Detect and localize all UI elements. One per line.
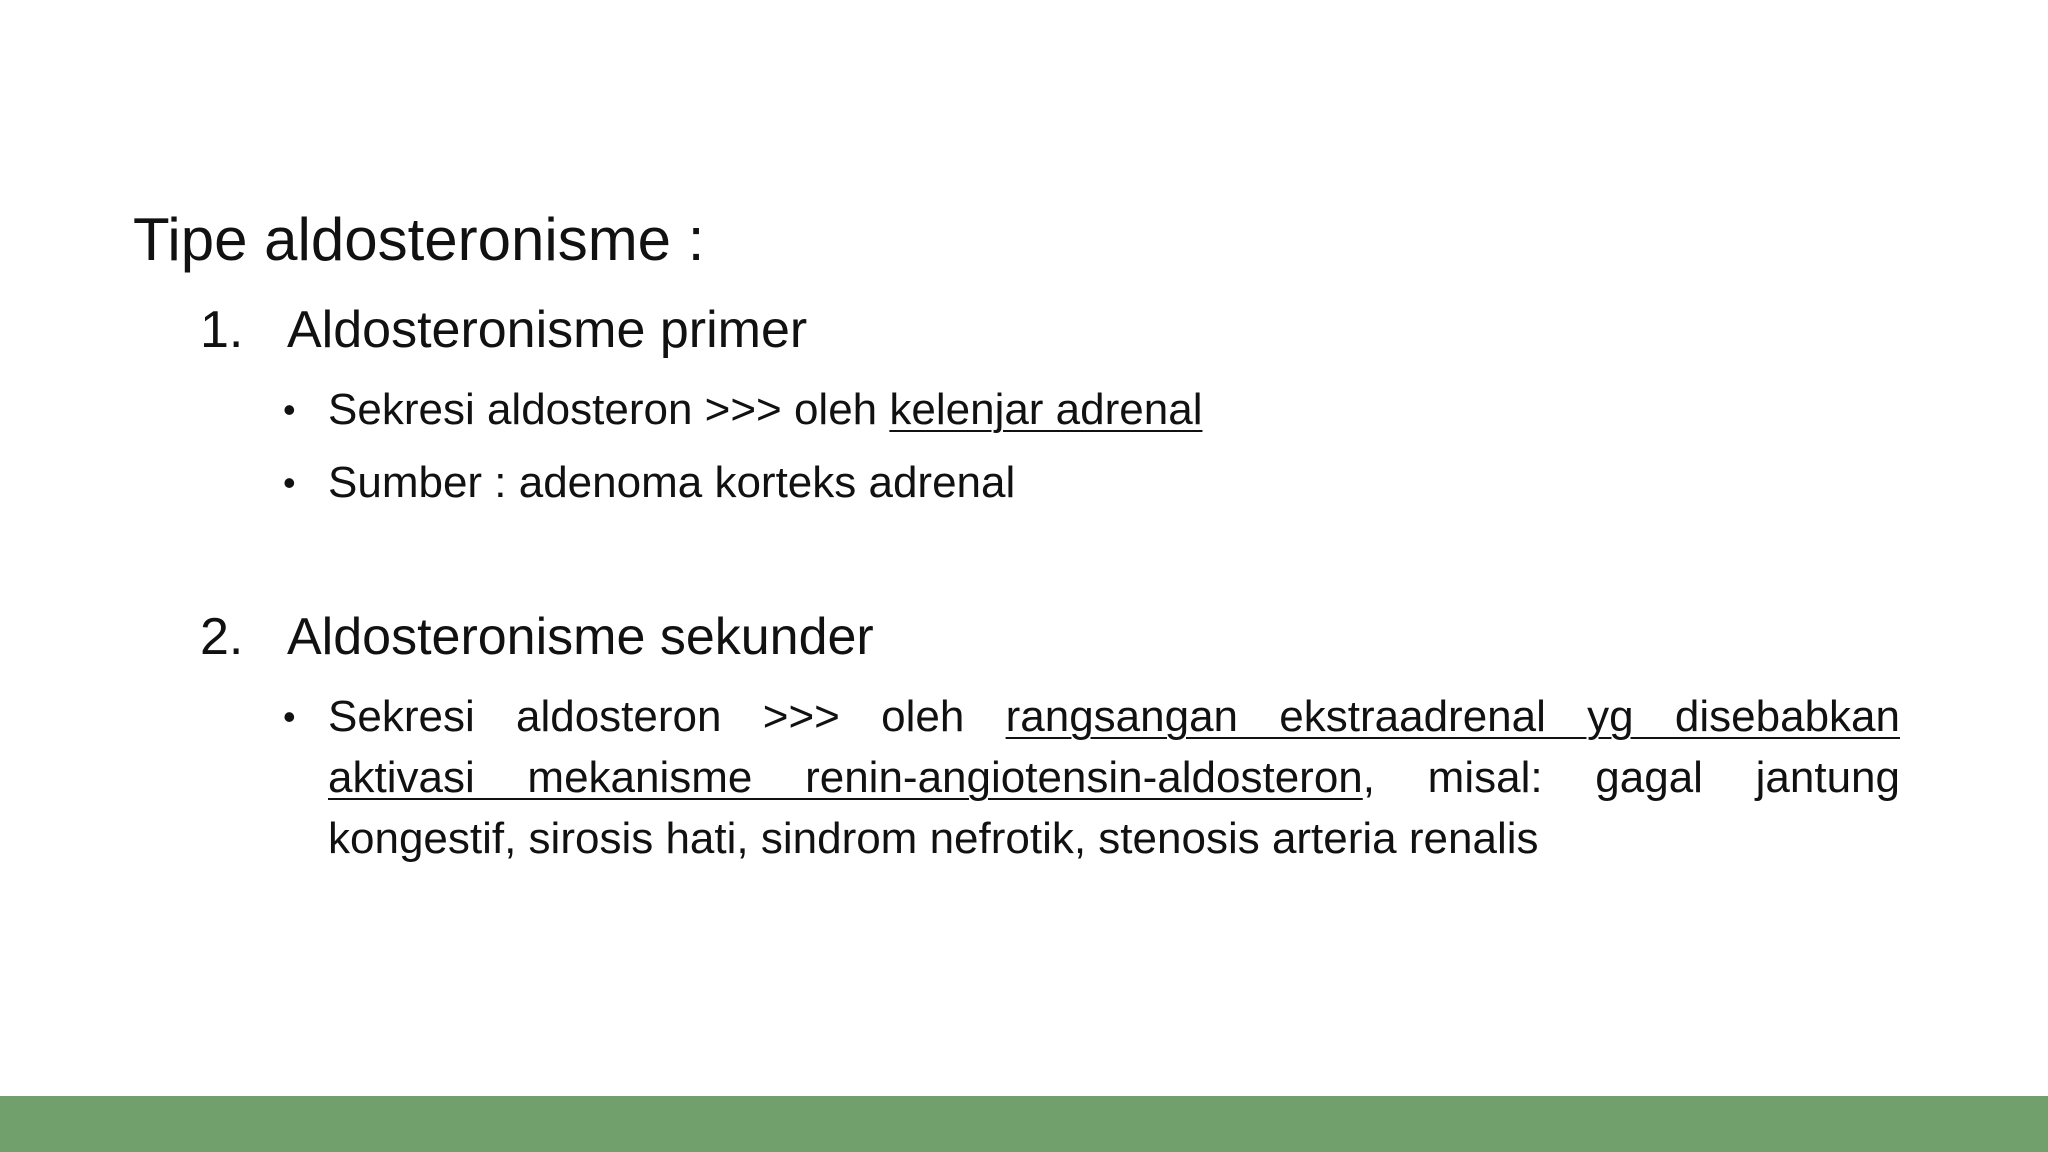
bullet-marker: • bbox=[283, 389, 296, 430]
underlined-term: kelenjar adrenal bbox=[889, 385, 1203, 434]
bullet-line: kongestif, sirosis hati, sindrom nefrotik, stenosis arteria renalis bbox=[328, 814, 1539, 863]
underlined-term: rangsangan ekstraadrenal yg disebabkan bbox=[1005, 692, 1900, 741]
bullet-marker: • bbox=[283, 462, 296, 503]
numbered-item-sekunder bbox=[200, 602, 874, 672]
bullet-text-prefix: Sekresi aldosteron >>> oleh bbox=[328, 385, 890, 434]
bullet-text-prefix: Sekresi aldosteron >>> oleh bbox=[328, 692, 1006, 741]
item-number: 1. bbox=[200, 301, 244, 359]
item-number: 2. bbox=[200, 608, 244, 666]
bullet-text-suffix: , misal: gagal jantung bbox=[1362, 753, 1900, 802]
item-title: Aldosteronisme sekunder bbox=[287, 608, 874, 666]
bullet-line bbox=[328, 686, 1900, 747]
bullet-marker: • bbox=[283, 696, 296, 737]
numbered-item-primer bbox=[200, 295, 807, 365]
slide-heading: Tipe aldosteronisme : bbox=[133, 206, 705, 273]
underlined-term: aktivasi mekanisme renin-angiotensin-aldosteron bbox=[328, 753, 1363, 802]
footer-accent-bar bbox=[0, 1096, 2048, 1152]
item-title: Aldosteronisme primer bbox=[287, 301, 808, 359]
bullet-text bbox=[328, 379, 1202, 440]
bullet-text: Sumber : adenoma korteks adrenal bbox=[328, 458, 1016, 507]
bullet-text bbox=[328, 686, 1900, 869]
bullet-line bbox=[328, 747, 1900, 808]
